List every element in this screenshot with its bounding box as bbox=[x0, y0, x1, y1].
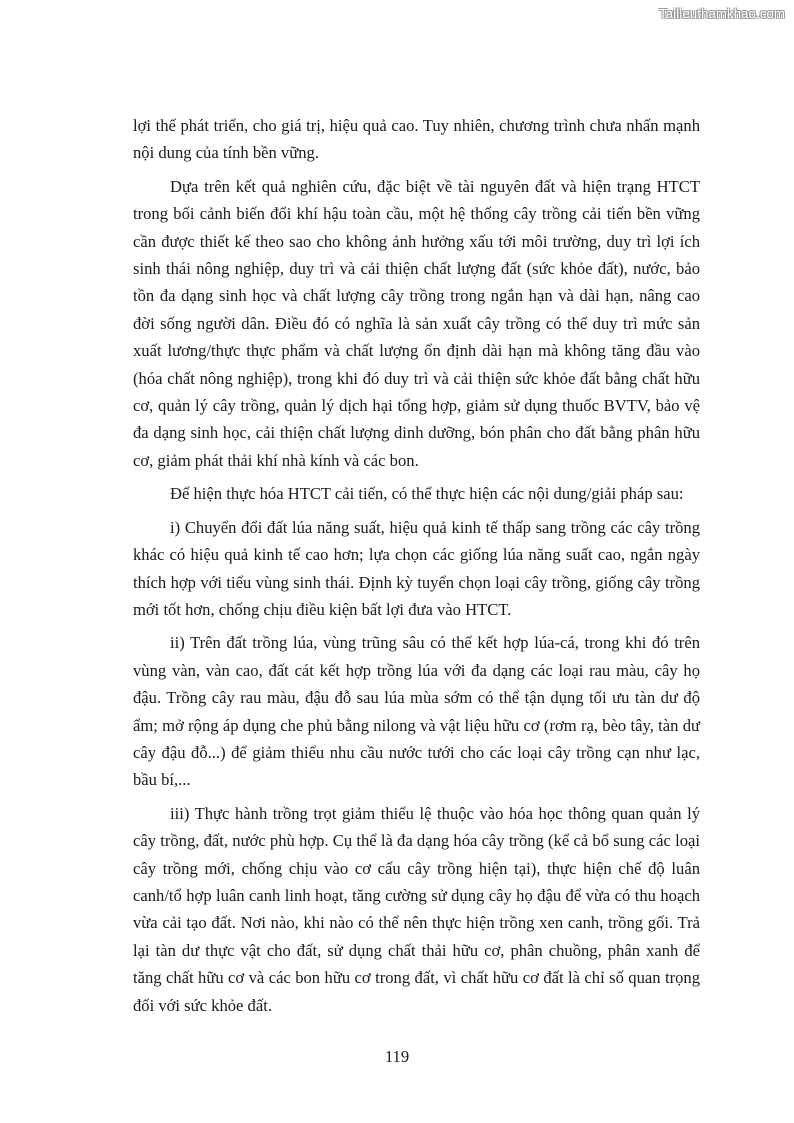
paragraph-solutions-intro: Để hiện thực hóa HTCT cải tiến, có thể thực hiện các nội dung/giải pháp sau: bbox=[170, 484, 684, 504]
page-number: 119 bbox=[384, 1047, 410, 1066]
paragraph-solution-ii: ii) Trên đất trồng lúa, vùng trũng sâu có thể kết hợp lúa-cá, trong khi đó trên vùng vàn, vàn cao, đất cát kết hợp trồng lúa với đa dạng các loại rau màu, cây họ đậu. Trồng cây rau màu, đậu đỗ sau lúa mùa sớm có thể tận dụng tối ưu tàn dư độ ẩm; mở rộng áp dụng che phủ bằng nilong và vật liệu hữu cơ (rơm rạ, bèo tây, tàn dư cây đậu đỗ...) để giảm thiểu nhu cầu nước tưới cho các loại cây trồng cạn như lạc, bầu bí,... bbox=[133, 633, 700, 790]
paragraph-solution-iii: iii) Thực hành trồng trọt giảm thiểu lệ thuộc vào hóa học thông quan quản lý cây trồng, đất, nước phù hợp. Cụ thể là đa dạng hóa cây trồng (kể cả bổ sung các loại cây trồng mới, chống chịu vào cơ cấu cây trồng hiện tại), thực hiện chế độ luân canh/tổ hợp luân canh linh hoạt, tăng cường sử dụng cây họ đậu để vừa có thu hoạch vừa cải tạo đất. Nơi nào, khi nào có thể nên thực hiện trồng xen canh, trồng gối. Trả lại tàn dư thực vật cho đất, sử dụng chất thải hữu cơ, phân chuồng, phân xanh để tăng chất hữu cơ và các bon hữu cơ trong đất, vì chất hữu cơ đất là chỉ số quan trọng đối với sức khỏe đất. bbox=[133, 803, 700, 1015]
paragraph-continuation: lợi thế phát triển, cho giá trị, hiệu quả cao. Tuy nhiên, chương trình chưa nhấn mạnh nội dung của tính bền vững. bbox=[133, 116, 700, 163]
paragraph-solution-i: i) Chuyển đổi đất lúa năng suất, hiệu quả kinh tế thấp sang trồng các cây trồng khác có hiệu quả kinh tế cao hơn; lựa chọn các giống lúa năng suất cao, ngắn ngày thích hợp với tiểu vùng sinh thái. Định kỳ tuyển chọn loại cây trồng, giống cây trồng mới tốt hơn, chống chịu điều kiện bất lợi đưa vào HTCT. bbox=[133, 517, 700, 619]
page-body bbox=[133, 112, 700, 1025]
paragraph-sustainable-system: Dựa trên kết quả nghiên cứu, đặc biệt về tài nguyên đất và hiện trạng HTCT trong bối cảnh biến đổi khí hậu toàn cầu, một hệ thống cây trồng cải tiến bền vững cần được thiết kế theo sao cho không ảnh hưởng xấu tới môi trường, duy trì lợi ích sinh thái nông nghiệp, duy trì và cải thiện chất lượng đất (sức khỏe đất), nước, bảo tồn đa dạng sinh học và chất lượng cây trồng trong ngắn hạn và dài hạn, nâng cao đời sống người dân. Điều đó có nghĩa là sản xuất cây trồng có thể duy trì mức sản xuất lương/thực thực phẩm và chất lượng ổn định dài hạn mà không tăng đầu vào (hóa chất nông nghiệp), trong khi đó duy trì và cải thiện sức khỏe đất bằng chất hữu cơ, quản lý cây trồng, quản lý dịch hại tổng hợp, giảm sử dụng thuốc BVTV, bảo vệ đa dạng sinh học, cải thiện chất lượng dinh dưỡng, bón phân cho đất bằng phân hữu cơ, giảm phát thải khí nhà kính và các bon. bbox=[133, 176, 700, 470]
watermark-text: Tailieuthamkhao.com bbox=[659, 6, 785, 21]
